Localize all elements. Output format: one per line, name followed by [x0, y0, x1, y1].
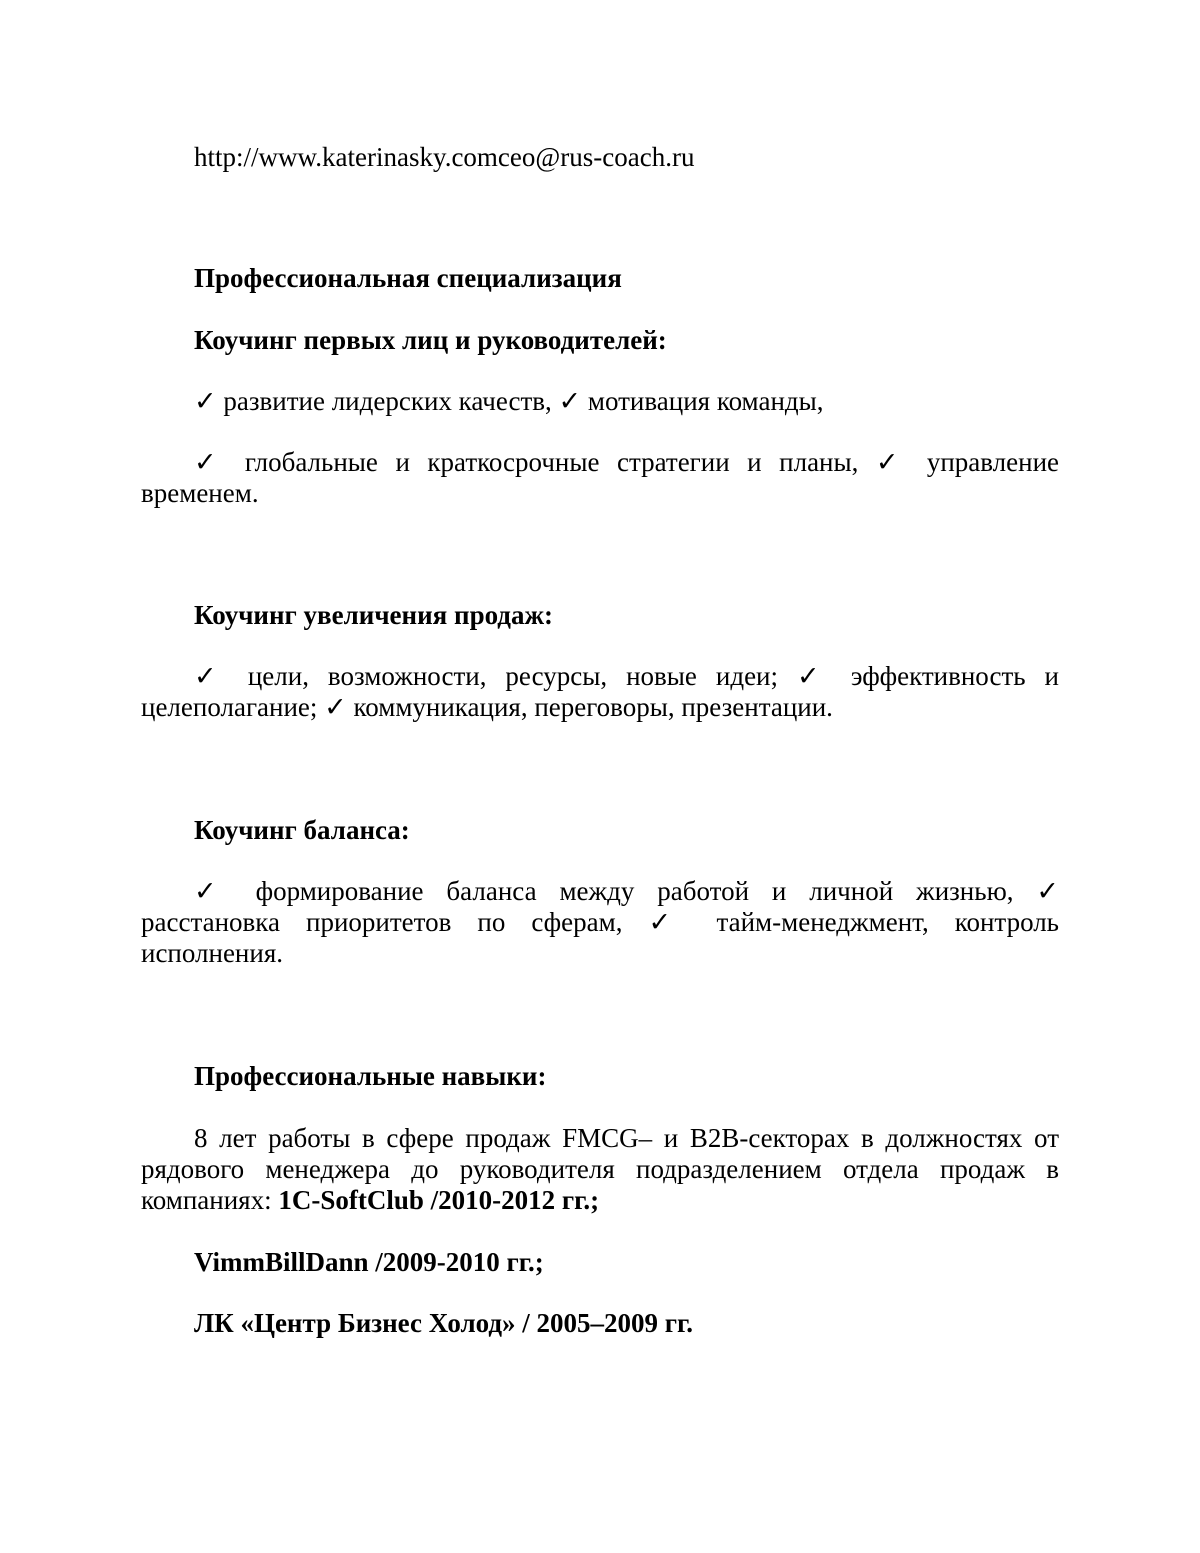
specialization-heading: Профессиональная специализация: [194, 263, 622, 293]
company-1c-softclub: 1C-SoftClub /2010-2012 гг.;: [278, 1185, 600, 1215]
contact-url-line: http://www.katerinasky.comceo@rus-coach.ru: [194, 142, 695, 172]
company-center-business-holod: ЛК «Центр Бизнес Холод» / 2005–2009 гг.: [194, 1308, 694, 1338]
balance-coaching-heading: Коучинг баланса:: [194, 815, 410, 845]
leaders-coaching-heading: Коучинг первых лиц и руководителей:: [194, 325, 667, 355]
sales-coaching-heading: Коучинг увеличения продаж:: [194, 600, 554, 630]
skills-heading: Профессиональные навыки:: [194, 1061, 547, 1091]
skills-paragraph: [141, 1123, 1059, 1216]
leaders-coaching-list-2: ✓ глобальные и краткосрочные стратегии и планы, ✓ управление временем.: [141, 447, 1059, 508]
company-vimmbilldann: VimmBillDann /2009-2010 гг.;: [194, 1247, 544, 1277]
sales-coaching-list: ✓ цели, возможности, ресурсы, новые идеи; ✓ эффективность и целеполагание; ✓ коммуникация, переговоры, презентации.: [141, 661, 1059, 722]
skills-text: 8 лет работы в сфере продаж FMCG– и B2B-секторах в должностях от рядового менеджера до руководителя подразделением отдела продаж в компаниях:: [141, 1123, 1059, 1215]
leaders-coaching-list-1: ✓ развитие лидерских качеств, ✓ мотивация команды,: [194, 386, 824, 416]
balance-coaching-list: ✓ формирование баланса между работой и личной жизнью, ✓ расстановка приоритетов по сферам, ✓ тайм-менеджмент, контроль исполнения.: [141, 876, 1059, 968]
